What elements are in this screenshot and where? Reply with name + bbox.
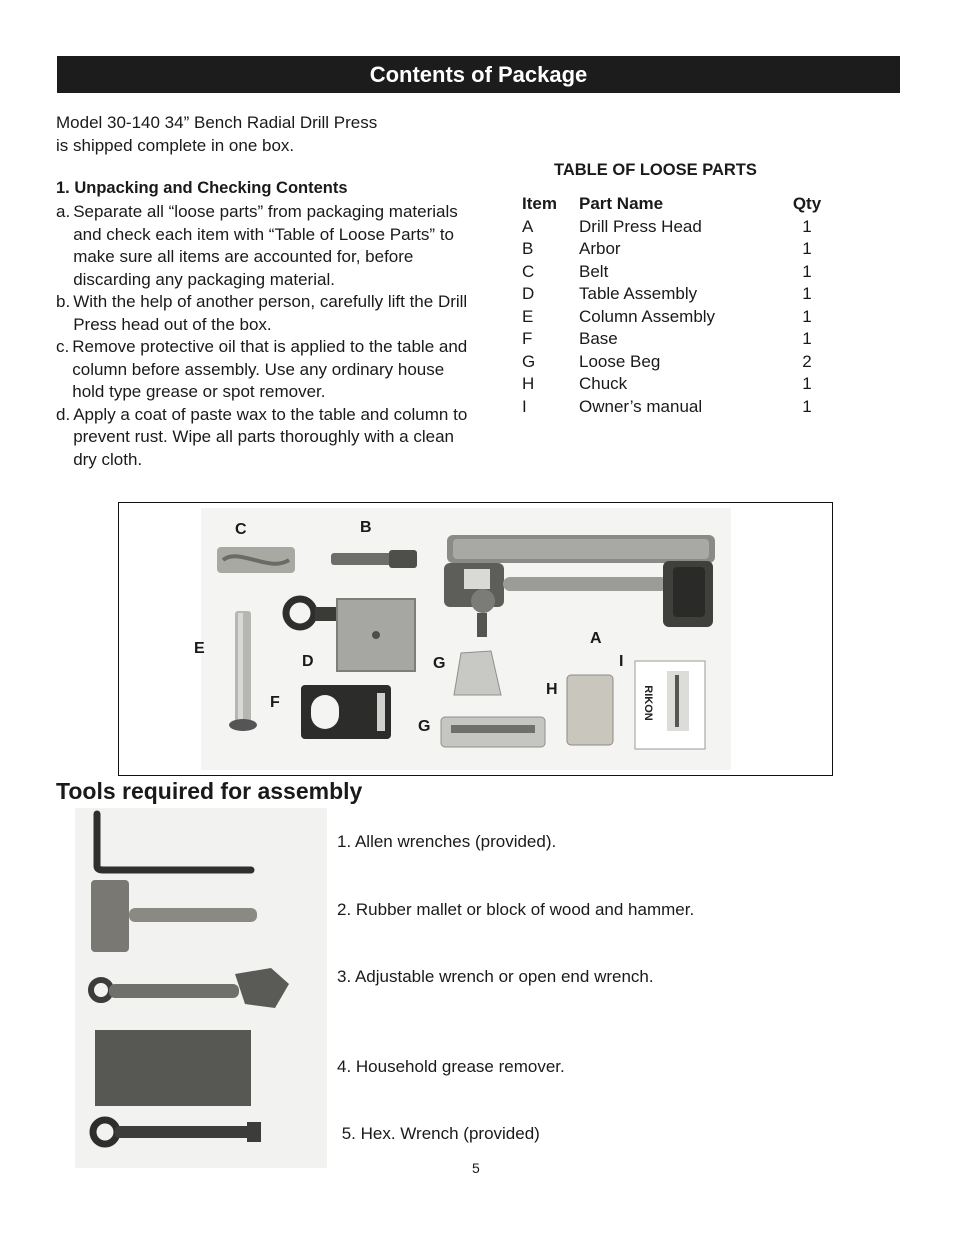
part-name-cell: Base xyxy=(579,329,618,349)
unpacking-steps xyxy=(56,201,471,471)
belt-image xyxy=(217,547,295,573)
photo-label-h: H xyxy=(546,681,558,698)
table-row xyxy=(522,283,825,306)
table-row xyxy=(522,373,825,396)
step-label: d. xyxy=(56,404,71,424)
allen-wrench-image xyxy=(97,814,251,870)
part-name-cell: Arbor xyxy=(579,239,621,259)
item-cell: D xyxy=(522,284,535,304)
tool-item: 2. Rubber mallet or block of wood and hammer. xyxy=(337,900,695,919)
column-header: Qty xyxy=(792,194,822,214)
parts-photo-illustration xyxy=(119,503,832,775)
page-number: 5 xyxy=(472,1160,480,1176)
tools-illustration xyxy=(75,808,327,1168)
column-header: Item xyxy=(522,194,557,214)
item-cell: H xyxy=(522,374,535,394)
qty-cell: 1 xyxy=(802,261,812,281)
step-label: c. xyxy=(56,337,70,356)
table-row xyxy=(522,216,825,239)
part-name-cell: Table Assembly xyxy=(579,284,698,304)
item-cell: G xyxy=(522,351,536,371)
qty-cell: 1 xyxy=(802,374,812,394)
item-cell: I xyxy=(522,396,527,416)
part-name-cell: Drill Press Head xyxy=(579,216,702,236)
item-cell: A xyxy=(522,216,534,236)
tools-heading: Tools required for assembly xyxy=(56,778,363,804)
table-row xyxy=(522,238,825,261)
table-row xyxy=(522,261,825,284)
tool-item: 4. Household grease remover. xyxy=(337,1057,565,1076)
column-header: Part Name xyxy=(579,194,664,214)
intro-text xyxy=(56,112,476,157)
parts-photo xyxy=(118,502,833,776)
hex-wrench-image xyxy=(93,1120,261,1144)
step-text: Apply a coat of paste wax to the table and column to prevent rust. Wipe all parts thoroughly with a clean dry cloth. xyxy=(73,404,468,469)
table-row xyxy=(522,306,825,329)
qty-cell: 2 xyxy=(802,351,812,371)
item-cell: C xyxy=(522,261,535,281)
chuck-box-image xyxy=(567,675,613,745)
qty-cell: 1 xyxy=(802,216,812,236)
step-a xyxy=(56,201,471,291)
photo-label-g: G xyxy=(433,655,446,672)
table-row xyxy=(522,328,825,351)
photo-label-c: C xyxy=(235,521,247,538)
photo-label-g: G xyxy=(418,718,431,735)
part-name-cell: Chuck xyxy=(579,374,628,394)
table-row xyxy=(522,351,825,374)
intro-line: Model 30-140 34” Bench Radial Drill Press xyxy=(56,113,378,132)
loose-parts-title: TABLE OF LOOSE PARTS xyxy=(554,161,757,179)
step-label: b. xyxy=(56,292,71,311)
step-c xyxy=(56,336,471,404)
owners-manual-image xyxy=(635,661,705,749)
photo-label-d: D xyxy=(302,653,314,670)
tools-photo xyxy=(75,808,327,1168)
photo-label-a: A xyxy=(590,630,602,647)
step-d xyxy=(56,404,471,472)
photo-label-i: I xyxy=(619,653,624,670)
photo-label-e: E xyxy=(194,640,205,657)
tool-item: 3. Adjustable wrench or open end wrench. xyxy=(337,967,654,986)
step-text: With the help of another person, carefully lift the Drill Press head out of the box. xyxy=(73,292,468,334)
tool-item: 5. Hex. Wrench (provided) xyxy=(337,1124,540,1143)
intro-line: is shipped complete in one box. xyxy=(56,135,295,155)
item-cell: E xyxy=(522,306,534,326)
grease-remover-image xyxy=(95,1030,251,1106)
section-banner: Contents of Package xyxy=(57,56,900,93)
qty-cell: 1 xyxy=(802,329,812,349)
part-name-cell: Loose Beg xyxy=(579,351,661,371)
tool-item: 1. Allen wrenches (provided). xyxy=(337,832,557,851)
qty-cell: 1 xyxy=(802,306,812,326)
part-name-cell: Column Assembly xyxy=(579,306,716,326)
part-name-cell: Owner’s manual xyxy=(579,396,703,416)
qty-cell: 1 xyxy=(802,284,812,304)
unpacking-heading: 1. Unpacking and Checking Contents xyxy=(56,179,348,197)
table-row xyxy=(522,396,825,419)
photo-label-b: B xyxy=(360,519,372,536)
loose-parts-table xyxy=(522,193,825,418)
base-image xyxy=(301,685,391,739)
step-text: Separate all “loose parts” from packaging materials and check each item with “Table of Loose Parts” to make sure all items are accounted for, before discarding any packaging material. xyxy=(73,202,458,289)
manual-cover-text: RIKON xyxy=(642,685,654,721)
table-header-row xyxy=(522,193,825,216)
item-cell: F xyxy=(522,329,533,349)
step-label: a. xyxy=(56,202,71,221)
part-name-cell: Belt xyxy=(579,261,609,281)
step-text: Remove protective oil that is applied to the table and column before assembly. Use any ordinary house hold type grease or spot remover. xyxy=(72,337,468,401)
qty-cell: 1 xyxy=(802,239,812,259)
adjustable-wrench-image xyxy=(91,968,289,1008)
step-b xyxy=(56,291,471,336)
item-cell: B xyxy=(522,239,534,259)
qty-cell: 1 xyxy=(802,396,812,416)
mallet-image xyxy=(91,880,257,952)
photo-label-f: F xyxy=(270,694,280,711)
